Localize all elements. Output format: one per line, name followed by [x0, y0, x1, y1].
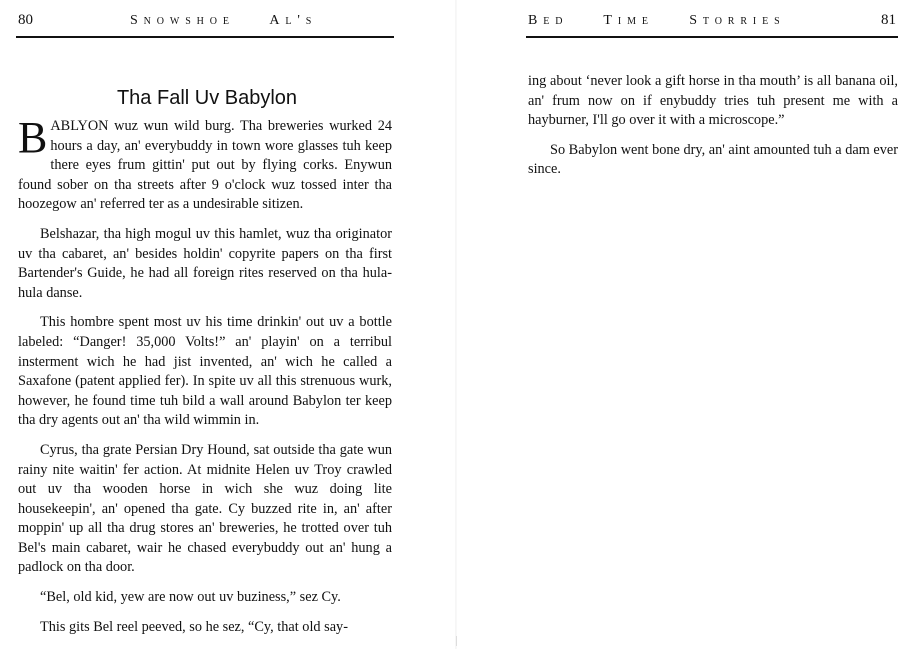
paragraph-4: Cyrus, tha grate Persian Dry Hound, sat outside tha gate wun rainy nite waitin' fer action. At midnite Helen uv Troy crawled out uv tha wooden horse in wich she wuz doing lite housekeepin', an' opened tha gate. Cy buzzed rite in, an' after moppin' up all tha drug stores an' breweries, he trotted over tuh Bel's main cabaret, wair he chased everybuddy out an' hung a padlock on tha door. [18, 441, 392, 576]
paragraph-8: So Babylon went bone dry, an' aint amounted tuh a dam ever since. [528, 141, 898, 178]
paragraph-3: This hombre spent most uv his time drinkin' out uv a bottle labeled: “Danger! 35,000 Volts!” an' playin' on a terribul insterment wich he had jist invented, an' wich he called a Saxafone (patent applied fer). In spite uv all this strenuous wurk, however, he found time tuh bild a wall around Babylon ter keep tha dry agents out an' tha wild wimmin in. [18, 314, 392, 429]
paragraph-5: “Bel, old kid, yew are now out uv buziness,” sez Cy. [40, 589, 341, 606]
paragraph-1-text: ABLYON wuz wun wild burg. Tha breweries wurked 24 hours a day, an' everybuddy in town wore glasses tuh keep there eyes frum gittin' put out by flying corks. Enywun found sober on tha streets after 9 o'clock wuz tossed inter tha hoozegow an' referred ter as a undesirable sitizen. [18, 118, 392, 213]
chapter-title: Tha Fall Uv Babylon [116, 87, 298, 110]
left-header-rule [16, 36, 394, 38]
left-page-number: 80 [18, 12, 33, 28]
paragraph-6: This gits Bel reel peeved, so he sez, “Cy, that old say- [40, 618, 348, 635]
left-running-head: Snowshoe Al's [130, 13, 318, 28]
left-text-column [18, 113, 392, 647]
page-crease-mark [456, 636, 457, 646]
paragraph-2: Belshazar, tha high mogul uv this hamlet, wuz tha originator uv tha cabaret, an' besides holdin' copyrite papers on tha first Bartender's Guide, he had all foreign rites reserved on tha hula-hula danse. [18, 225, 392, 301]
right-header-rule [526, 36, 898, 38]
right-running-head: Bed Time Storries [528, 13, 786, 28]
right-text-column [528, 72, 898, 190]
book-gutter [455, 0, 457, 649]
right-page-number: 81 [881, 12, 896, 28]
paragraph-7: ing about ‘never look a gift horse in tha mouth’ is all banana oil, an' frum now on if enybuddy tries tuh present me with a hayburner, I'll go over it with a microscope.” [528, 73, 898, 129]
drop-cap: B [18, 113, 48, 162]
paragraph-1 [18, 113, 392, 215]
